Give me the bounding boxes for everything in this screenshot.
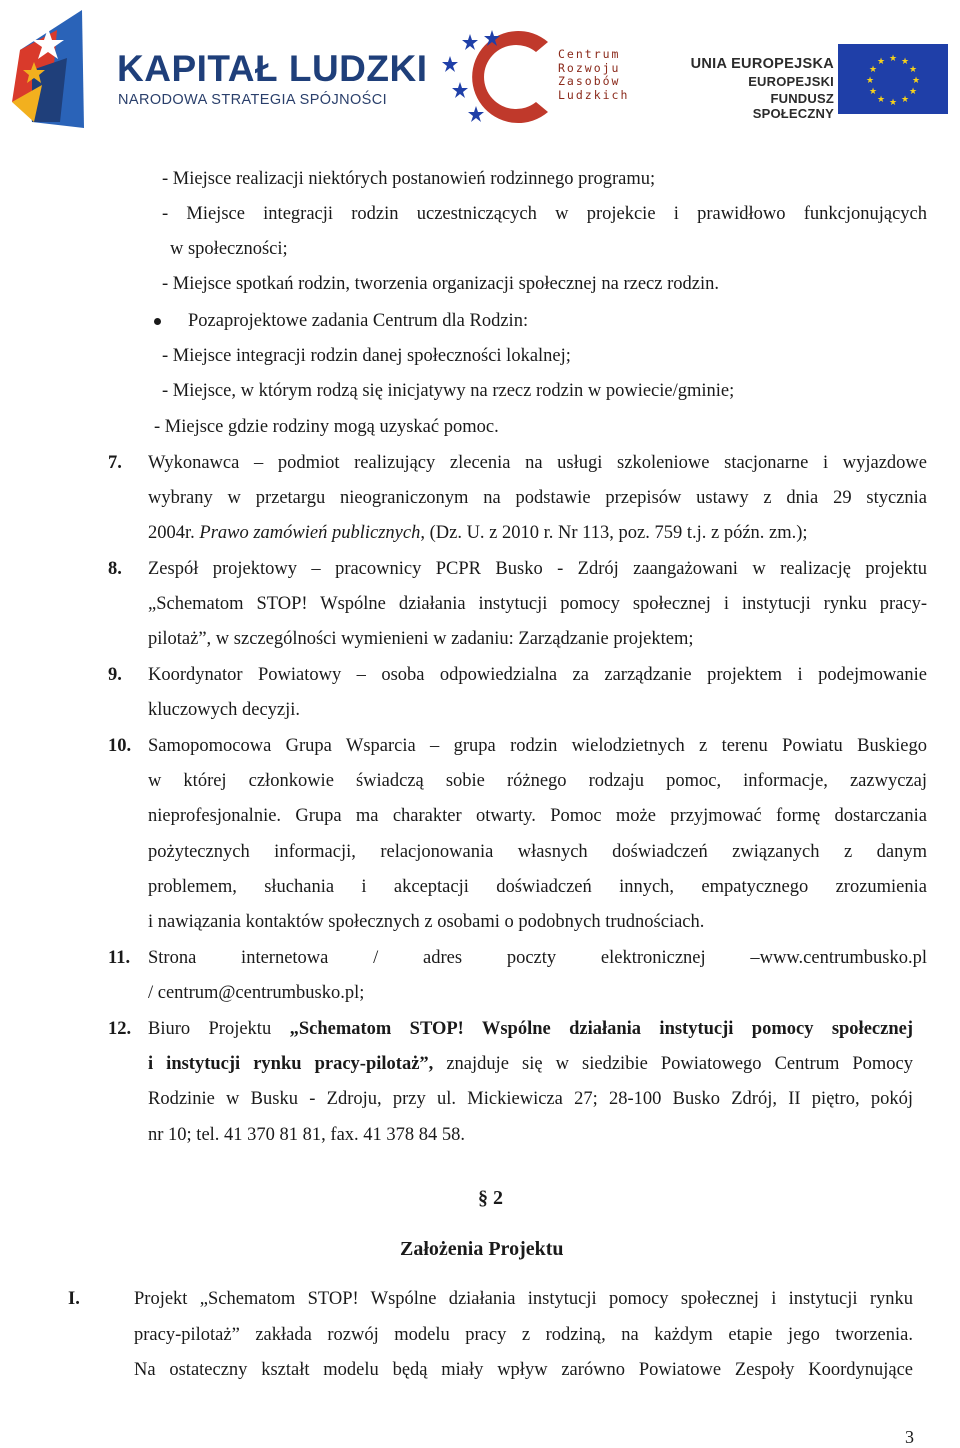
roman-number: I. [68, 1289, 80, 1309]
svg-text:★: ★ [900, 95, 910, 105]
item-text: , (Dz. U. z 2010 r. Nr 113, poz. 759 t.j. z późn. zm.); [420, 523, 808, 543]
item-line: w której członkowie świadczą sobie różnego rodzaju pomoc, informacje, zazwyczaj [148, 771, 927, 791]
centrum-rozwoju-logo [440, 26, 640, 126]
item-text: Biuro Projektu [148, 1019, 290, 1039]
item-line: kluczowych decyzji. [148, 700, 301, 720]
paragraph-mark: § 2 [478, 1187, 503, 1209]
list-line: - Miejsce spotkań rodzin, tworzenia organizacji społecznej na rzecz rodzin. [162, 274, 719, 294]
item-line: pilotaż”, w szczególności wymienieni w zadaniu: Zarządzanie projektem; [148, 629, 694, 649]
item-line: i nawiązania kontaktów społecznych z osobami o podobnych trudnościach. [148, 912, 705, 932]
item-number: 7. [108, 453, 122, 473]
item-line: Zespół projektowy – pracownicy PCPR Busko - Zdrój zaangażowani w realizację projektu [148, 559, 927, 579]
section-line: pracy-pilotaż” zakłada rozwój modelu pracy z rodziną, na każdym etapie jego tworzenia. [134, 1325, 913, 1345]
item-line: / centrum@centrumbusko.pl; [148, 983, 365, 1003]
list-line: - Miejsce integracji rodzin danej społeczności lokalnej; [162, 346, 571, 366]
item-number: 9. [108, 665, 122, 685]
page-number: 3 [905, 1427, 914, 1447]
eu-logo [688, 40, 958, 121]
eu-line-2: EUROPEJSKI [748, 74, 834, 89]
crzl-text [558, 48, 629, 102]
svg-text:★: ★ [868, 65, 878, 75]
svg-text:★: ★ [900, 57, 910, 67]
item-number: 11. [108, 948, 131, 968]
item-line: Strona internetowa / adres poczty elektronicznej –www.centrumbusko.pl [148, 948, 927, 968]
list-line: - Miejsce realizacji niektórych postanowień rodzinnego programu; [162, 169, 656, 189]
svg-text:★: ★ [876, 57, 886, 67]
bullet-heading: Pozaprojektowe zadania Centrum dla Rodzin: [188, 311, 529, 331]
item-text: znajduje się w siedzibie Powiatowego Centrum Pomocy [433, 1054, 914, 1074]
crzl-line: Zasobów [558, 74, 621, 88]
list-line: - Miejsce gdzie rodziny mogą uzyskać pomoc. [154, 417, 499, 437]
item-line: Rodzinie w Busku - Zdroju, przy ul. Mickiewicza 27; 28-100 Busko Zdrój, II piętro, pokój [148, 1089, 913, 1109]
svg-text:★: ★ [868, 87, 878, 97]
bullet-icon [154, 318, 161, 325]
page-header [0, 0, 960, 135]
svg-text:★: ★ [865, 76, 875, 86]
item-line: nieprofesjonalnie. Grupa ma charakter otwarty. Pomoc może przyjmować formę dostarczania [148, 806, 927, 826]
kapital-ludzki-subtitle: NARODOWA STRATEGIA SPÓJNOŚCI [118, 92, 388, 108]
item-number: 10. [108, 736, 132, 756]
svg-text:★: ★ [888, 98, 898, 108]
project-title: i instytucji rynku pracy-pilotaż”, [148, 1054, 434, 1074]
item-line: pożytecznych informacji, relacjonowania własnych doświadczeń związanych z danym [148, 842, 927, 862]
item-line: wybrany w przetargu nieograniczonym na podstawie przepisów ustawy z dnia 29 stycznia [148, 488, 927, 508]
crzl-line: Centrum [558, 47, 621, 61]
project-title: „Schematom STOP! Wspólne działania instytucji pomocy społecznej [289, 1019, 913, 1039]
item-line: Koordynator Powiatowy – osoba odpowiedzialna za zarządzanie projektem i podejmowanie [148, 665, 927, 685]
item-line: problemem, słuchania i akceptacji doświadczeń innych, empatycznego zrozumienia [148, 877, 927, 897]
item-line: nr 10; tel. 41 370 81 81, fax. 41 378 84 58. [148, 1125, 466, 1145]
svg-text:★: ★ [911, 76, 921, 86]
section-line: Na ostateczny kształt modelu będą miały wpływ zarówno Powiatowe Zespoły Koordynujące [134, 1360, 913, 1380]
eu-line-1: UNIA EUROPEJSKA [690, 56, 834, 72]
crzl-emblem-icon [440, 26, 560, 126]
svg-text:★: ★ [876, 95, 886, 105]
svg-text:★: ★ [908, 65, 918, 75]
kapital-ludzki-title: KAPITAŁ LUDZKI [117, 48, 428, 89]
kapital-ludzki-emblem-icon [12, 10, 102, 130]
item-line [148, 1018, 913, 1040]
section-line: Projekt „Schematom STOP! Wspólne działania instytucji pomocy społecznej i instytucji rynku [134, 1289, 913, 1309]
law-title: Prawo zamówień publicznych [199, 523, 421, 543]
item-number: 12. [108, 1019, 132, 1039]
crzl-line: Rozwoju [558, 60, 621, 75]
item-line [148, 1053, 913, 1075]
svg-text:★: ★ [888, 54, 898, 64]
item-line: Samopomocowa Grupa Wsparcia – grupa rodzin wielodzietnych z terenu Powiatu Buskiego [148, 736, 927, 756]
section-title: Założenia Projektu [400, 1238, 564, 1260]
eu-line-3: FUNDUSZ SPOŁECZNY [752, 91, 834, 121]
kapital-ludzki-logo [12, 10, 428, 130]
svg-text:★: ★ [908, 87, 918, 97]
crzl-line: Ludzkich [558, 87, 630, 102]
item-line: Wykonawca – podmiot realizujący zlecenia na usługi szkoleniowe stacjonarne i wyjazdowe [148, 453, 927, 473]
list-line: - Miejsce integracji rodzin uczestniczących w projekcie i prawidłowo funkcjonujących [162, 204, 927, 224]
item-line: „Schematom STOP! Wspólne działania instytucji pomocy społecznej i instytucji rynku pracy- [148, 594, 927, 614]
eu-flag-icon [838, 44, 948, 114]
item-text: 2004r. [148, 523, 200, 543]
item-number: 8. [108, 559, 122, 579]
list-line: w społeczności; [170, 239, 288, 259]
item-line [148, 522, 808, 544]
eu-text [688, 56, 834, 121]
list-line: - Miejsce, w którym rodzą się inicjatywy na rzecz rodzin w powiecie/gminie; [162, 381, 735, 401]
